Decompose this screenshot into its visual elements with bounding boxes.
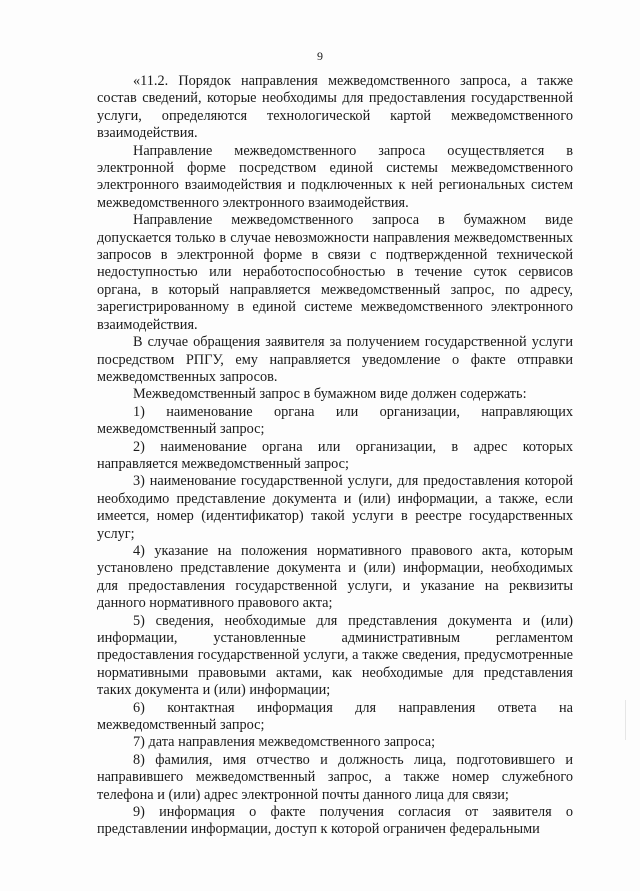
list-item-2: 2) наименование органа или организации, в адрес которых направляется межведомственный запрос; (97, 438, 573, 472)
paragraph-request-contents: Межведомственный запрос в бумажном виде должен содержать: (133, 386, 527, 403)
paragraph-rpgu-notification: В случае обращения заявителя за получением государственной услуги посредством РПГУ, ему направляется уведомление о факте отправки межведомственных запросов. (97, 334, 573, 385)
list-item-6: 6) контактная информация для направления ответа на межведомственный запрос; (97, 699, 573, 734)
list-item-5: 5) сведения, необходимые для представления документа и (или) информации, установленные административным регламентом предоставления государственной услуги, а также сведения, предусмотренные нормативными правовыми актами, как необходимые для представления таких документа и (или) информации; (97, 612, 573, 699)
list-item-9: 9) информация о факте получения согласия от заявителя о представлении информации, доступ к которой ограничен федеральными (97, 804, 573, 838)
scan-artifact (625, 700, 626, 740)
paragraph-paper-form: Направление межведомственного запроса в бумажном виде допускается только в случае невозможности направления межведомственных запросов в электронной форме в связи с подтвержденной технической недоступностью или неработоспособностью в течение суток сервисов органа, в который направляется межведомственный запрос, по адресу, зарегистрированному в единой системе межведомственного электронного взаимодействия. (97, 212, 573, 333)
list-item-4: 4) указание на положения нормативного правового акта, которым установлено представление документа и (или) информации, необходимых для предоставления государственной услуги, и указание на реквизиты данного нормативного правового акта; (97, 542, 573, 612)
paragraph-11-2: «11.2. Порядок направления межведомственного запроса, а также состав сведений, которые необходимы для предоставления государственной услуги, определяются технологической картой межведомственного взаимодействия. (97, 73, 573, 142)
paragraph-electronic-form: Направление межведомственного запроса осуществляется в электронной форме посредством единой системы межведомственного электронного взаимодействия и подключенных к ней региональных систем межведомственного электронного взаимодействия. (97, 142, 573, 211)
list-item-3: 3) наименование государственной услуги, для предоставления которой необходимо представление документа и (или) информации, а также, если имеется, номер (идентификатор) такой услуги в реестре государственных услуг; (97, 473, 573, 542)
document-body (97, 73, 573, 839)
list-item-8: 8) фамилия, имя отчество и должность лица, подготовившего и направившего межведомственный запрос, а также номер служебного телефона и (или) адрес электронной почты данного лица для связи; (97, 751, 573, 803)
page-number: 9 (317, 49, 323, 63)
list-item-1: 1) наименование органа или организации, направляющих межведомственный запрос; (97, 403, 573, 438)
list-item-7: 7) дата направления межведомственного запроса; (133, 734, 436, 751)
